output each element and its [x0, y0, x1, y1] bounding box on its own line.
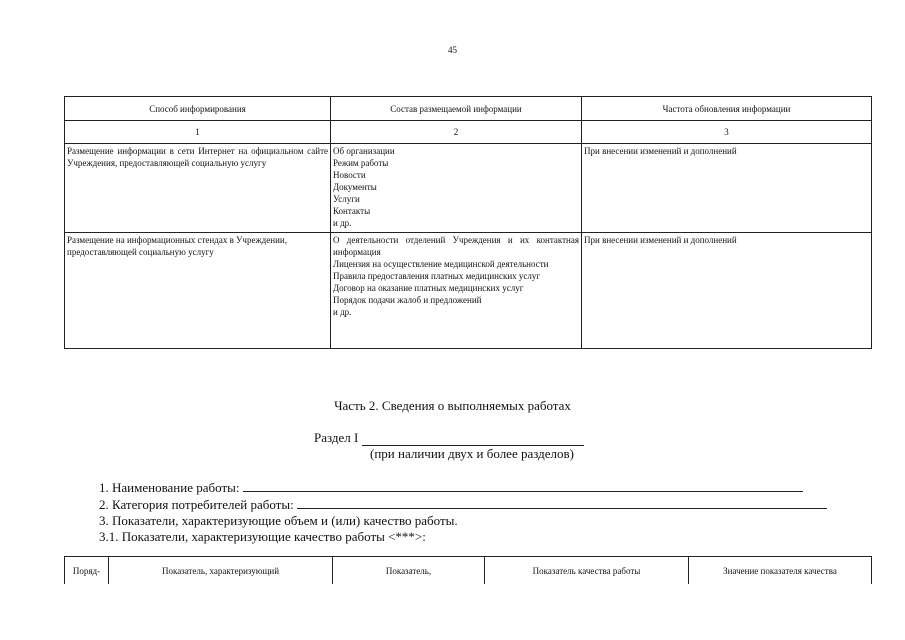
table-row	[65, 233, 872, 349]
quality-header-order: Поряд-	[65, 557, 109, 585]
table-header-row	[65, 97, 872, 121]
row-2-content-line: Договор на оказание платных медицинских услуг	[333, 283, 524, 293]
section-line	[314, 430, 584, 446]
list-item	[99, 513, 827, 529]
header-content: Состав размещаемой информации	[331, 97, 582, 121]
section-label: Раздел I	[314, 430, 359, 445]
part-heading: Часть 2. Сведения о выполняемых работах	[334, 398, 571, 413]
row-1-content	[331, 144, 582, 233]
page-number: 45	[448, 45, 457, 55]
column-number-row	[65, 121, 872, 144]
row-1-content-line: Об организации	[333, 146, 395, 156]
row-1-frequency: При внесении изменений и дополнений	[582, 144, 872, 233]
column-number-3: 3	[582, 121, 872, 144]
row-2-content-line: Порядок подачи жалоб и предложений	[333, 295, 482, 305]
information-table	[64, 96, 872, 349]
work-items-list	[99, 479, 827, 545]
quality-table	[64, 556, 872, 584]
quality-header-quality: Показатель качества работы	[485, 557, 689, 585]
header-method: Способ информирования	[65, 97, 331, 121]
row-1-content-line: Услуги	[333, 194, 360, 204]
section-note: (при наличии двух и более разделов)	[370, 446, 574, 461]
list-item	[99, 496, 827, 513]
row-2-frequency: При внесении изменений и дополнений	[582, 233, 872, 349]
row-2-content-line: и др.	[333, 307, 352, 317]
row-2-method: Размещение на информационных стендах в Учреждении, предоставляющей социальную услугу	[65, 233, 331, 349]
work-name-blank-field	[243, 479, 803, 492]
column-number-1: 1	[65, 121, 331, 144]
row-2-content-line: О деятельности отделений Учреждения и их контактная информация	[333, 235, 579, 257]
quality-indicators-label: 3.1. Показатели, характеризующие качество работы <***>:	[99, 529, 426, 544]
row-2-content-line: Правила предоставления платных медицинских услуг	[333, 271, 541, 281]
column-number-2: 2	[331, 121, 582, 144]
quality-table-header-row	[65, 557, 872, 585]
list-item	[99, 479, 827, 496]
consumer-category-blank-field	[297, 496, 827, 509]
row-1-content-line: Документы	[333, 182, 377, 192]
work-name-label: 1. Наименование работы:	[99, 480, 240, 495]
indicators-label: 3. Показатели, характеризующие объем и (или) качество работы.	[99, 513, 458, 528]
table-row	[65, 144, 872, 233]
row-1-content-line: Контакты	[333, 206, 371, 216]
quality-header-indicator-2: Показатель,	[333, 557, 485, 585]
row-1-content-line: Режим работы	[333, 158, 389, 168]
quality-header-indicator: Показатель, характеризующий	[109, 557, 333, 585]
row-1-content-line: и др.	[333, 218, 352, 228]
row-1-content-line: Новости	[333, 170, 366, 180]
quality-header-value: Значение показателя качества	[689, 557, 872, 585]
section-blank-field	[362, 432, 584, 446]
consumer-category-label: 2. Категория потребителей работы:	[99, 497, 294, 512]
row-2-content	[331, 233, 582, 349]
list-item	[99, 529, 827, 545]
row-1-method: Размещение информации в сети Интернет на официальном сайте Учреждения, предоставляющей социальную услугу	[65, 144, 331, 233]
row-2-content-line: Лицензия на осуществление медицинской деятельности	[333, 259, 549, 269]
header-frequency: Частота обновления информации	[582, 97, 872, 121]
